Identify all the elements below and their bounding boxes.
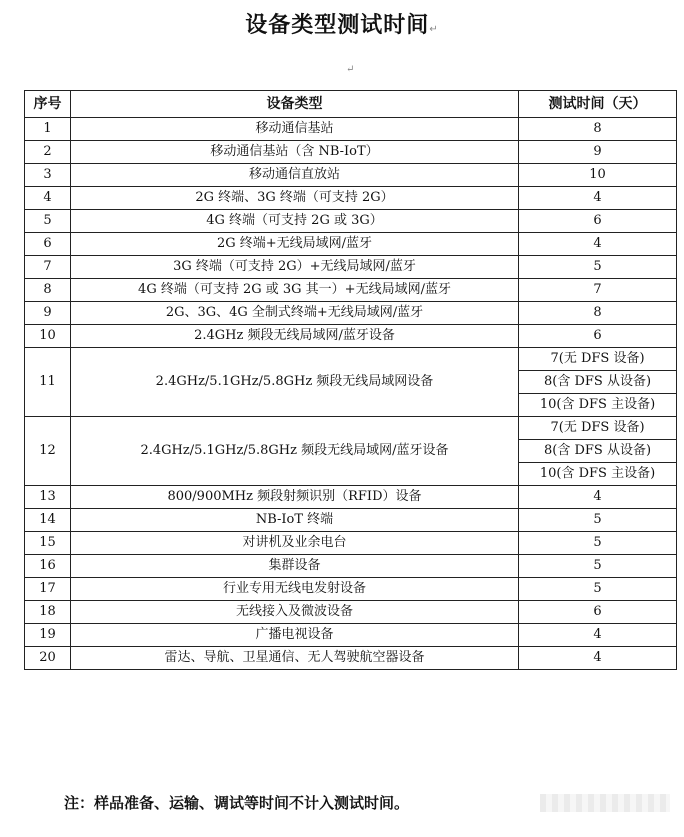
device-type: 移动通信基站 bbox=[71, 118, 519, 141]
device-type: 4G 终端（可支持 2G 或 3G 其一）+无线局域网/蓝牙 bbox=[71, 279, 519, 302]
table-row bbox=[25, 555, 677, 578]
test-days: 10 bbox=[519, 164, 677, 187]
test-days: 4 bbox=[519, 647, 677, 670]
test-days-option: 10(含 DFS 主设备) bbox=[519, 463, 677, 486]
header-days: 测试时间（天） bbox=[519, 91, 677, 118]
row-number: 12 bbox=[25, 417, 71, 486]
table-row bbox=[25, 187, 677, 210]
table-header-row bbox=[25, 91, 677, 118]
test-days: 8 bbox=[519, 118, 677, 141]
test-days: 7 bbox=[519, 279, 677, 302]
row-number: 18 bbox=[25, 601, 71, 624]
paragraph-mark-icon: ↵ bbox=[429, 24, 439, 35]
watermark bbox=[540, 794, 670, 812]
table-row bbox=[25, 486, 677, 509]
table-row bbox=[25, 256, 677, 279]
table-row bbox=[25, 417, 677, 440]
table-row bbox=[25, 532, 677, 555]
device-type: 4G 终端（可支持 2G 或 3G） bbox=[71, 210, 519, 233]
row-number: 6 bbox=[25, 233, 71, 256]
header-no: 序号 bbox=[25, 91, 71, 118]
row-number: 16 bbox=[25, 555, 71, 578]
test-days: 5 bbox=[519, 578, 677, 601]
row-number: 9 bbox=[25, 302, 71, 325]
header-type: 设备类型 bbox=[71, 91, 519, 118]
device-type: 行业专用无线电发射设备 bbox=[71, 578, 519, 601]
test-days: 4 bbox=[519, 187, 677, 210]
row-number: 14 bbox=[25, 509, 71, 532]
row-number: 3 bbox=[25, 164, 71, 187]
row-number: 2 bbox=[25, 141, 71, 164]
device-type: NB-IoT 终端 bbox=[71, 509, 519, 532]
device-type: 2G、3G、4G 全制式终端+无线局域网/蓝牙 bbox=[71, 302, 519, 325]
test-days: 5 bbox=[519, 256, 677, 279]
row-number: 10 bbox=[25, 325, 71, 348]
test-days-option: 10(含 DFS 主设备) bbox=[519, 394, 677, 417]
title-text: 设备类型测试时间 bbox=[245, 13, 430, 38]
test-days: 4 bbox=[519, 624, 677, 647]
table-row bbox=[25, 601, 677, 624]
test-days: 5 bbox=[519, 509, 677, 532]
table-row bbox=[25, 348, 677, 371]
table-row bbox=[25, 279, 677, 302]
device-type: 2.4GHz 频段无线局域网/蓝牙设备 bbox=[71, 325, 519, 348]
device-type: 无线接入及微波设备 bbox=[71, 601, 519, 624]
row-number: 20 bbox=[25, 647, 71, 670]
row-number: 5 bbox=[25, 210, 71, 233]
document-title bbox=[0, 8, 684, 39]
device-type: 2.4GHz/5.1GHz/5.8GHz 频段无线局域网/蓝牙设备 bbox=[71, 417, 519, 486]
table-row bbox=[25, 578, 677, 601]
table-row bbox=[25, 509, 677, 532]
row-number: 8 bbox=[25, 279, 71, 302]
device-type: 广播电视设备 bbox=[71, 624, 519, 647]
paragraph-mark-icon: ↵ bbox=[346, 64, 355, 75]
device-type: 2G 终端、3G 终端（可支持 2G） bbox=[71, 187, 519, 210]
device-type: 移动通信基站（含 NB-IoT） bbox=[71, 141, 519, 164]
test-days: 9 bbox=[519, 141, 677, 164]
table-row bbox=[25, 141, 677, 164]
test-days: 6 bbox=[519, 601, 677, 624]
device-type: 移动通信直放站 bbox=[71, 164, 519, 187]
footnote: 注：样品准备、运输、调试等时间不计入测试时间。 bbox=[64, 794, 410, 812]
device-type: 2G 终端+无线局域网/蓝牙 bbox=[71, 233, 519, 256]
table-row bbox=[25, 302, 677, 325]
device-type: 对讲机及业余电台 bbox=[71, 532, 519, 555]
test-days: 4 bbox=[519, 486, 677, 509]
table-row bbox=[25, 118, 677, 141]
row-number: 13 bbox=[25, 486, 71, 509]
table-row bbox=[25, 325, 677, 348]
row-number: 17 bbox=[25, 578, 71, 601]
device-type: 集群设备 bbox=[71, 555, 519, 578]
table-row bbox=[25, 233, 677, 256]
row-number: 11 bbox=[25, 348, 71, 417]
device-type: 雷达、导航、卫星通信、无人驾驶航空器设备 bbox=[71, 647, 519, 670]
test-time-table bbox=[24, 90, 677, 670]
row-number: 19 bbox=[25, 624, 71, 647]
test-days: 5 bbox=[519, 532, 677, 555]
table-row bbox=[25, 164, 677, 187]
test-days: 4 bbox=[519, 233, 677, 256]
row-number: 15 bbox=[25, 532, 71, 555]
table-row bbox=[25, 647, 677, 670]
table-row bbox=[25, 624, 677, 647]
row-number: 4 bbox=[25, 187, 71, 210]
test-days-option: 8(含 DFS 从设备) bbox=[519, 371, 677, 394]
test-days: 6 bbox=[519, 210, 677, 233]
test-days: 8 bbox=[519, 302, 677, 325]
row-number: 1 bbox=[25, 118, 71, 141]
device-type: 3G 终端（可支持 2G）+无线局域网/蓝牙 bbox=[71, 256, 519, 279]
test-days: 6 bbox=[519, 325, 677, 348]
table-row bbox=[25, 210, 677, 233]
test-days-option: 7(无 DFS 设备) bbox=[519, 417, 677, 440]
row-number: 7 bbox=[25, 256, 71, 279]
device-type: 2.4GHz/5.1GHz/5.8GHz 频段无线局域网设备 bbox=[71, 348, 519, 417]
test-days-option: 7(无 DFS 设备) bbox=[519, 348, 677, 371]
test-days-option: 8(含 DFS 从设备) bbox=[519, 440, 677, 463]
device-type: 800/900MHz 频段射频识别（RFID）设备 bbox=[71, 486, 519, 509]
test-days: 5 bbox=[519, 555, 677, 578]
